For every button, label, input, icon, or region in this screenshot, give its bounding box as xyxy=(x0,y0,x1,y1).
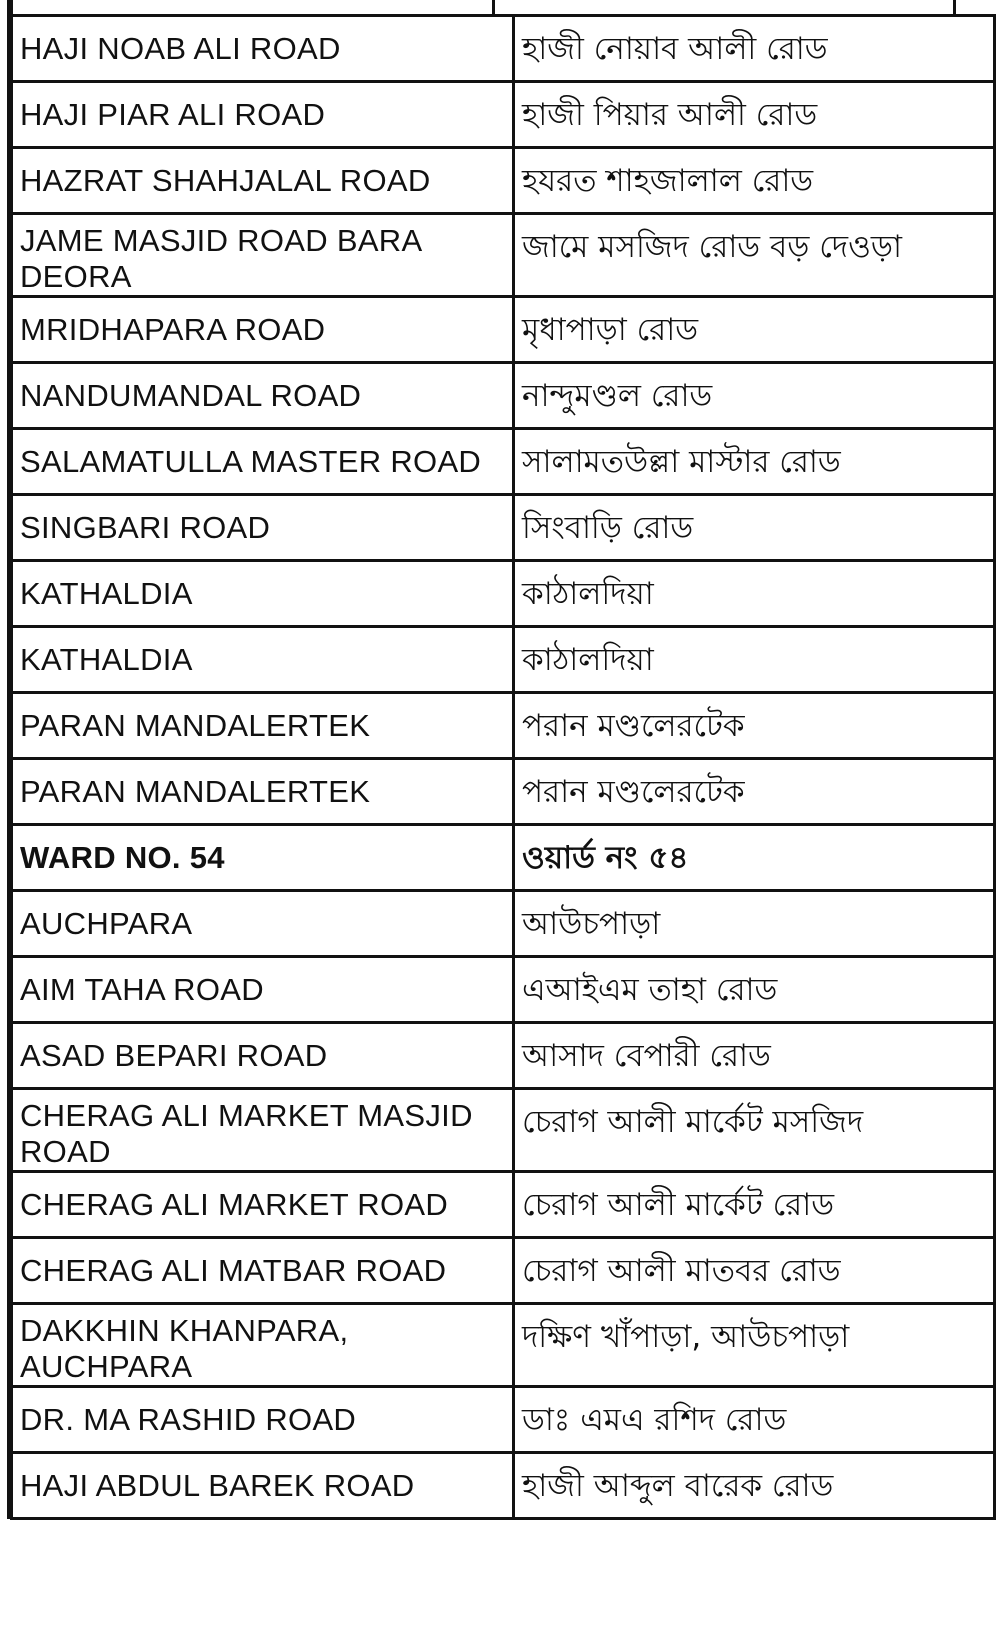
bengali-street-name: ডাঃ এমএ রশিদ রোড xyxy=(514,1387,995,1453)
table-row xyxy=(12,429,995,495)
table-row xyxy=(12,16,995,82)
bengali-street-name: কাঠালদিয়া xyxy=(514,627,995,693)
table-row xyxy=(12,957,995,1023)
bengali-street-name: আউচপাড়া xyxy=(514,891,995,957)
bengali-street-name: সালামতউল্লা মাস্টার রোড xyxy=(514,429,995,495)
english-street-name: MRIDHAPARA ROAD xyxy=(12,297,514,363)
bengali-street-name: চেরাগ আলী মার্কেট রোড xyxy=(514,1172,995,1238)
bengali-street-name: জামে মসজিদ রোড বড় দেওড়া xyxy=(514,214,995,297)
bengali-street-name: চেরাগ আলী মার্কেট মসজিদ xyxy=(514,1089,995,1172)
bengali-street-name: দক্ষিণ খাঁপাড়া, আউচপাড়া xyxy=(514,1304,995,1387)
english-street-name: HAJI ABDUL BAREK ROAD xyxy=(12,1453,514,1519)
bengali-street-name: আসাদ বেপারী রোড xyxy=(514,1023,995,1089)
table-row xyxy=(12,891,995,957)
bengali-street-name: পরান মণ্ডলেরটেক xyxy=(514,759,995,825)
english-street-name: AIM TAHA ROAD xyxy=(12,957,514,1023)
english-street-name: DAKKHIN KHANPARA, AUCHPARA xyxy=(12,1304,514,1387)
english-street-name: CHERAG ALI MATBAR ROAD xyxy=(12,1238,514,1304)
left-page-border xyxy=(0,0,10,1519)
table-row xyxy=(12,825,995,891)
bengali-street-name: সিংবাড়ি রোড xyxy=(514,495,995,561)
table-row xyxy=(12,1023,995,1089)
table-row xyxy=(12,1453,995,1519)
street-table-body xyxy=(12,16,995,1519)
table-row xyxy=(12,495,995,561)
english-street-name: CHERAG ALI MARKET ROAD xyxy=(12,1172,514,1238)
english-street-name: HAJI PIAR ALI ROAD xyxy=(12,82,514,148)
english-street-name: AUCHPARA xyxy=(12,891,514,957)
table-row xyxy=(12,759,995,825)
english-street-name: SALAMATULLA MASTER ROAD xyxy=(12,429,514,495)
table-row xyxy=(12,693,995,759)
english-street-name: DR. MA RASHID ROAD xyxy=(12,1387,514,1453)
english-street-name: CHERAG ALI MARKET MASJID ROAD xyxy=(12,1089,514,1172)
table-row xyxy=(12,561,995,627)
english-street-name: JAME MASJID ROAD BARA DEORA xyxy=(12,214,514,297)
table-row xyxy=(12,297,995,363)
bengali-street-name: মৃধাপাড়া রোড xyxy=(514,297,995,363)
table-row xyxy=(12,1238,995,1304)
english-street-name: ASAD BEPARI ROAD xyxy=(12,1023,514,1089)
table-row xyxy=(12,82,995,148)
bengali-street-name: ওয়ার্ড নং ৫৪ xyxy=(514,825,995,891)
bengali-street-name: হাজী আব্দুল বারেক রোড xyxy=(514,1453,995,1519)
header-divider-right xyxy=(953,0,956,14)
english-street-name: PARAN MANDALERTEK xyxy=(12,693,514,759)
bengali-street-name: পরান মণ্ডলেরটেক xyxy=(514,693,995,759)
table-row xyxy=(12,1089,995,1172)
english-street-name: KATHALDIA xyxy=(12,561,514,627)
bengali-street-name: হযরত শাহজালাল রোড xyxy=(514,148,995,214)
table-row xyxy=(12,1387,995,1453)
header-divider-middle xyxy=(492,0,495,14)
street-name-table xyxy=(10,14,996,1520)
english-street-name: HAJI NOAB ALI ROAD xyxy=(12,16,514,82)
header-divider-left xyxy=(10,0,13,14)
english-street-name: KATHALDIA xyxy=(12,627,514,693)
bengali-street-name: চেরাগ আলী মাতবর রোড xyxy=(514,1238,995,1304)
english-street-name: HAZRAT SHAHJALAL ROAD xyxy=(12,148,514,214)
table-row xyxy=(12,1172,995,1238)
english-street-name: NANDUMANDAL ROAD xyxy=(12,363,514,429)
clipped-header-row xyxy=(10,0,993,14)
english-street-name: PARAN MANDALERTEK xyxy=(12,759,514,825)
table-row xyxy=(12,627,995,693)
bengali-street-name: হাজী নোয়াব আলী রোড xyxy=(514,16,995,82)
bengali-street-name: নান্দুমণ্ডল রোড xyxy=(514,363,995,429)
table-row xyxy=(12,148,995,214)
table-row xyxy=(12,363,995,429)
bengali-street-name: কাঠালদিয়া xyxy=(514,561,995,627)
english-street-name: SINGBARI ROAD xyxy=(12,495,514,561)
table-row xyxy=(12,1304,995,1387)
bengali-street-name: এআইএম তাহা রোড xyxy=(514,957,995,1023)
table-row xyxy=(12,214,995,297)
bengali-street-name: হাজী পিয়ার আলী রোড xyxy=(514,82,995,148)
english-street-name: WARD NO. 54 xyxy=(12,825,514,891)
